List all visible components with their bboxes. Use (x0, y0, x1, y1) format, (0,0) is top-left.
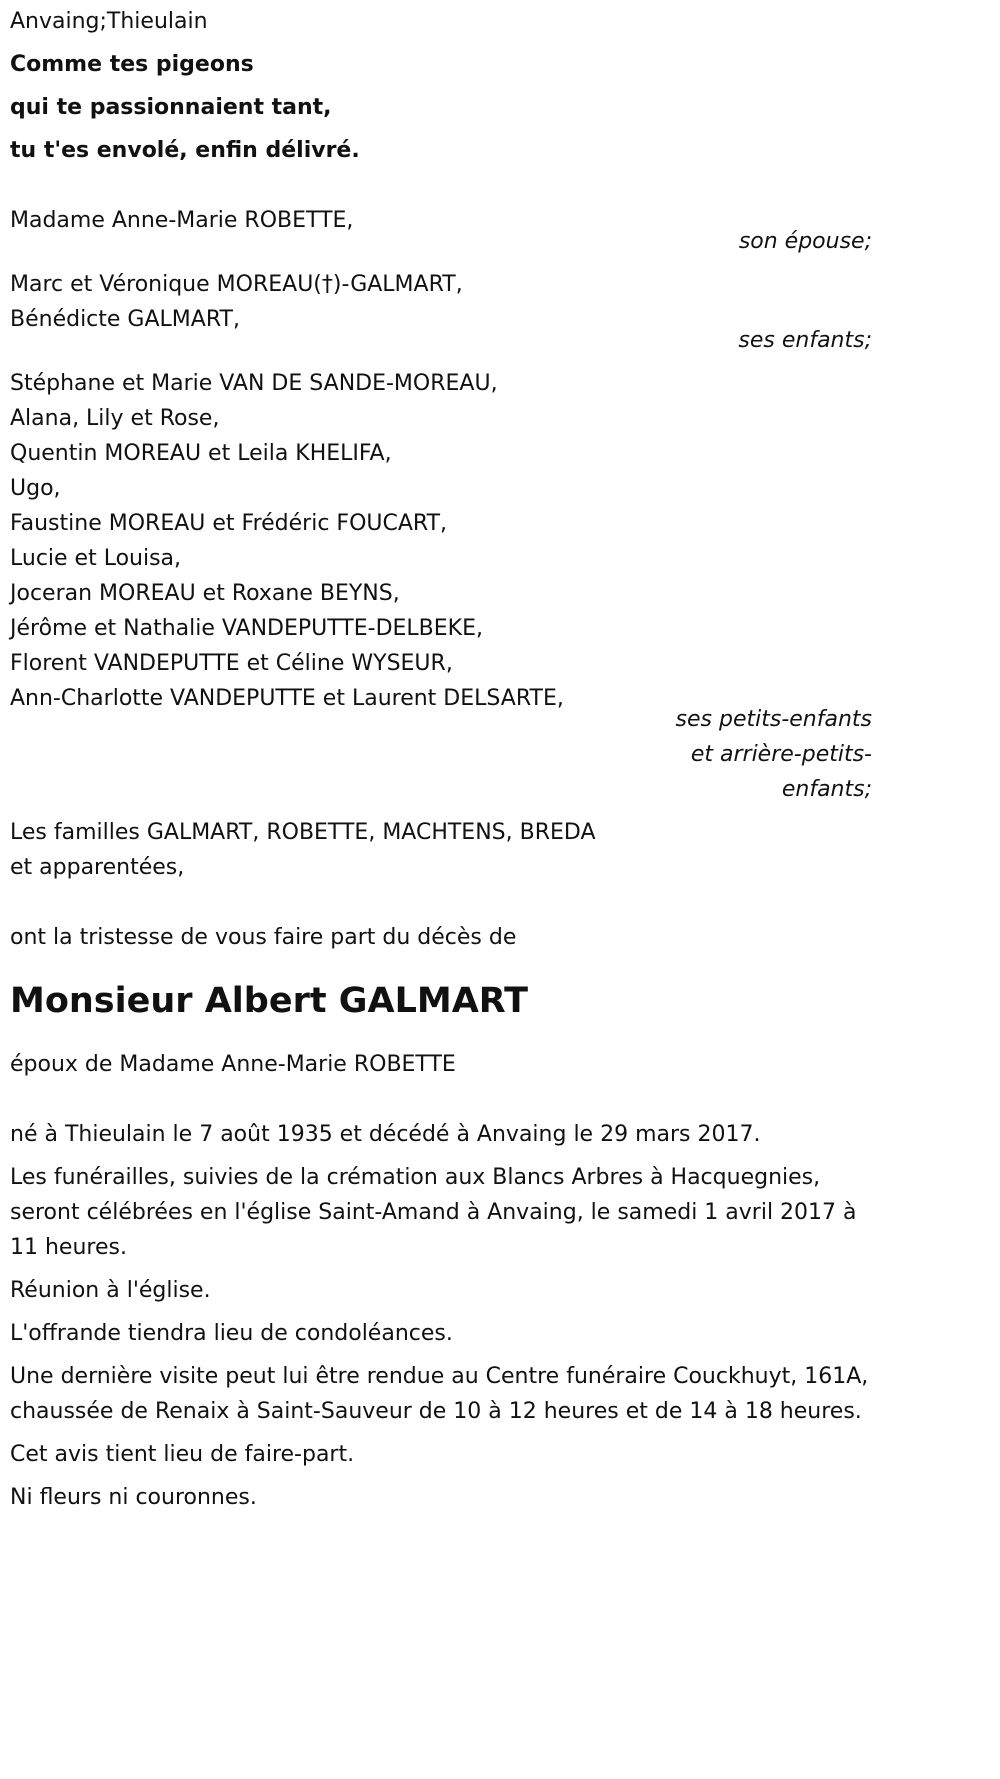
poem-line-1: Comme tes pigeons (10, 52, 254, 77)
visit-details: Une dernière visite peut lui être rendue au Centre funéraire Couckhuyt, 161A, chaussée de Renaix à Saint-Sauveur de 10 à 12 heures et de 14 à 18 heures. (10, 1364, 869, 1424)
family-name: Alana, Lily et Rose, (10, 406, 220, 431)
deceased-name: Monsieur Albert GALMART (10, 981, 529, 1021)
location: Anvaing;Thieulain (10, 9, 208, 34)
family-name: Joceran MOREAU et Roxane BEYNS, (10, 581, 400, 606)
family-group-spouse (10, 203, 872, 259)
family-name: Madame Anne-Marie ROBETTE, (10, 208, 354, 233)
family-name: Florent VANDEPUTTE et Céline WYSEUR, (10, 651, 453, 676)
notice-details: Cet avis tient lieu de faire-part. (10, 1442, 355, 1467)
family-name: Stéphane et Marie VAN DE SANDE-MOREAU, (10, 371, 498, 396)
relation-label: ses enfants; (738, 328, 872, 353)
family-name: Marc et Véronique MOREAU(†)-GALMART, (10, 272, 463, 297)
announcement-text: ont la tristesse de vous faire part du décès de (10, 925, 517, 950)
obituary-content (10, 4, 872, 1515)
family-name: Ann-Charlotte VANDEPUTTE et Laurent DELSARTE, (10, 686, 564, 711)
family-name: Bénédicte GALMART, (10, 307, 240, 332)
relation-label: et arrière-petits- (690, 742, 872, 767)
family-name: Jérôme et Nathalie VANDEPUTTE-DELBEKE, (10, 616, 483, 641)
relation-label: enfants; (781, 777, 872, 802)
poem-line-2: qui te passionnaient tant, (10, 95, 332, 120)
family-name: Les familles GALMART, ROBETTE, MACHTENS, BREDA (10, 820, 596, 845)
family-name: Ugo, (10, 476, 61, 501)
birth-death-details: né à Thieulain le 7 août 1935 et décédé à Anvaing le 29 mars 2017. (10, 1122, 761, 1147)
relation-label: ses petits-enfants (675, 707, 872, 732)
relation-label: son épouse; (738, 229, 872, 254)
deceased-spouse: époux de Madame Anne-Marie ROBETTE (10, 1052, 456, 1077)
flowers-details: Ni fleurs ni couronnes. (10, 1485, 257, 1510)
funeral-details: Les funérailles, suivies de la crémation aux Blancs Arbres à Hacquegnies, seront célébrées en l'église Saint-Amand à Anvaing, le samedi 1 avril 2017 à 11 heures. (10, 1165, 857, 1260)
family-name: et apparentées, (10, 855, 185, 880)
family-name: Quentin MOREAU et Leila KHELIFA, (10, 441, 392, 466)
offering-details: L'offrande tiendra lieu de condoléances. (10, 1321, 453, 1346)
family-group-grandchildren (10, 366, 872, 807)
meeting-details: Réunion à l'église. (10, 1278, 211, 1303)
family-name: Lucie et Louisa, (10, 546, 182, 571)
family-name: Faustine MOREAU et Frédéric FOUCART, (10, 511, 448, 536)
poem-line-3: tu t'es envolé, enfin délivré. (10, 138, 360, 163)
family-group-children (10, 267, 872, 358)
family-group-relatives (10, 815, 872, 885)
